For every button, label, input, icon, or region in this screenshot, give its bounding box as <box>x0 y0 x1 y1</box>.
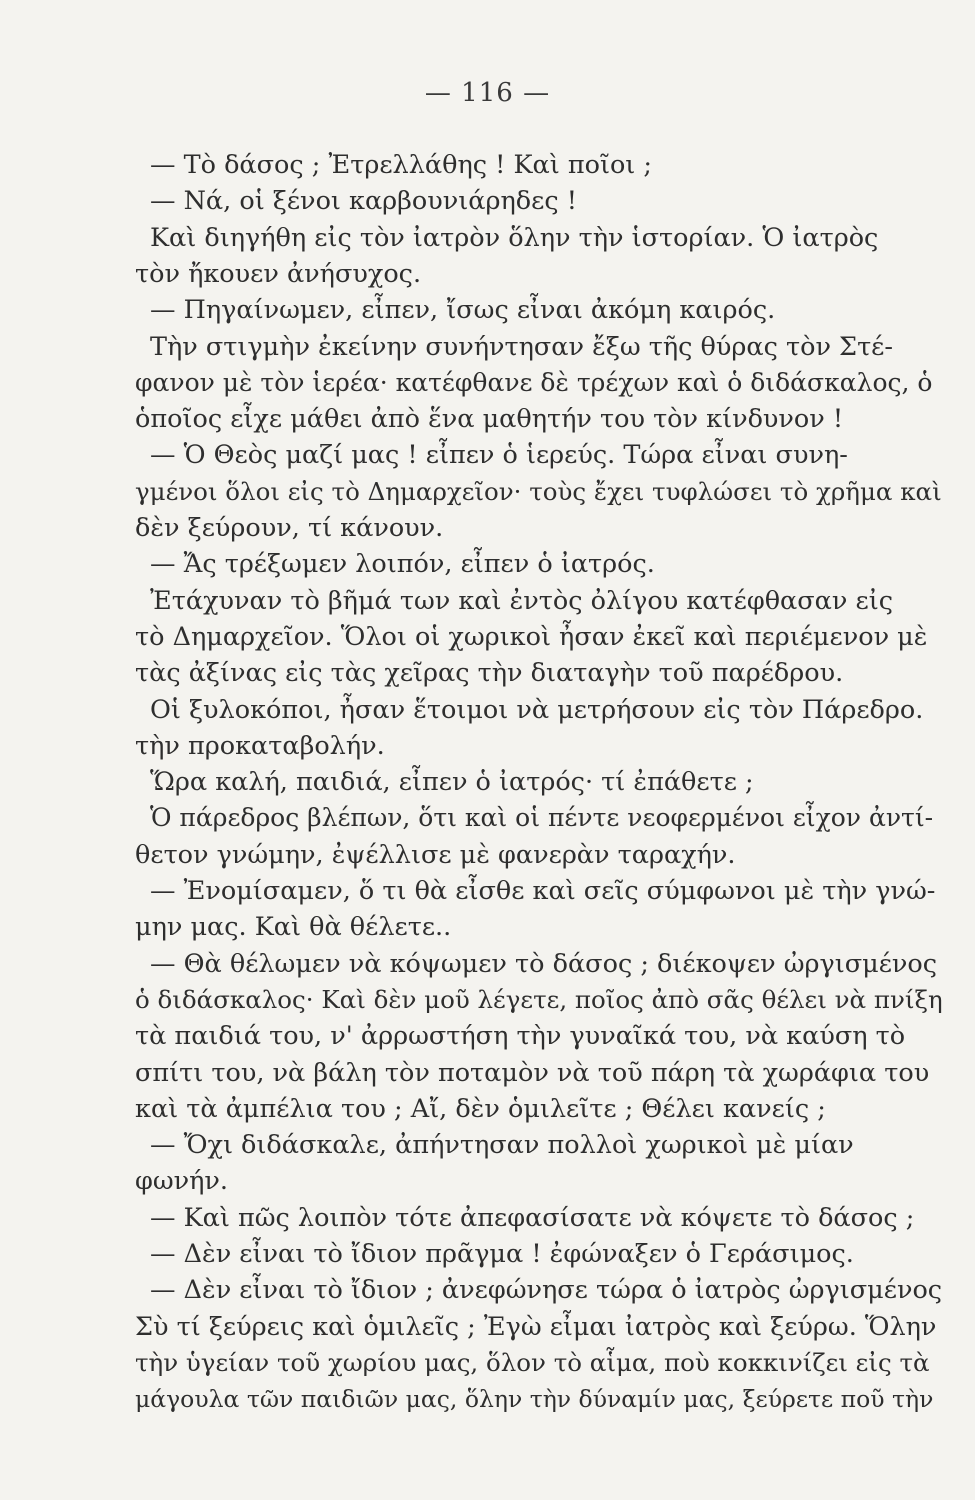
text-line: Ὁ πάρεδρος βλέπων, ὅτι καὶ οἱ πέντε νεοφερμένοι εἶχον ἀντί- <box>150 803 934 833</box>
text-line: τὸ Δημαρχεῖον. Ὅλοι οἱ χωρικοὶ ἦσαν ἐκεῖ καὶ περιέμενον μὲ <box>135 621 928 652</box>
text-line: — Θὰ θέλωμεν νὰ κόψωμεν τὸ δάσος ; διέκοψεν ὠργισμένος <box>150 948 938 979</box>
text-line: τὴν προκαταβολήν. <box>135 730 385 761</box>
text-line: σπίτι του, νὰ βάλη τὸν ποταμὸν νὰ τοῦ πάρη τὰ χωράφια του <box>135 1057 930 1088</box>
text-line: — Νά, οἱ ξένοι καρβουνιάρηδες ! <box>150 186 577 217</box>
text-line: φωνήν. <box>135 1166 229 1197</box>
text-line: Ἐτάχυναν τὸ βῆμά των καὶ ἐντὸς ὀλίγου κατέφθασαν εἰς <box>150 585 893 616</box>
text-line: τὰς ἀξίνας εἰς τὰς χεῖρας τὴν διαταγὴν τοῦ παρέδρου. <box>135 658 844 689</box>
text-line: — Ἐνομίσαμεν, ὅ τι θὰ εἶσθε καὶ σεῖς σύμφωνοι μὲ τὴν γνώ- <box>150 876 936 906</box>
text-line: ὁποῖος εἶχε μάθει ἀπὸ ἕνα μαθητήν του τὸν κίνδυνον ! <box>135 404 844 435</box>
page-number: — 116 — <box>424 78 551 108</box>
text-line: — Δὲν εἶναι τὸ ἴδιον πρᾶγμα ! ἐφώναξεν ὁ Γεράσιμος. <box>150 1239 854 1269</box>
text-line: τὴν ὑγείαν τοῦ χωρίου μας, ὅλον τὸ αἷμα, ποὺ κοκκινίζει εἰς τὰ <box>135 1347 930 1377</box>
text-line: — Πηγαίνωμεν, εἶπεν, ἴσως εἶναι ἀκόμη καιρός. <box>150 295 776 326</box>
text-line: — Τὸ δάσος ; Ἐτρελλάθης ! Καὶ ποῖοι ; <box>150 150 652 180</box>
text-line: — Δὲν εἶναι τὸ ἴδιον ; ἀνεφώνησε τώρα ὁ ἰατρὸς ὠργισμένος <box>150 1275 943 1306</box>
text-line: Οἱ ξυλοκόποι, ἦσαν ἕτοιμοι νὰ μετρήσουν εἰς τὸν Πάρεδρο. <box>150 694 924 725</box>
text-line: — Ὄχι διδάσκαλε, ἀπήντησαν πολλοὶ χωρικοὶ μὲ μίαν <box>150 1130 854 1161</box>
text-line: μην μας. Καὶ θὰ θέλετε.. <box>135 912 452 943</box>
text-line: — Ἄς τρέξωμεν λοιπόν, εἶπεν ὁ ἰατρός. <box>150 549 655 580</box>
text-line: τὸν ἤκουεν ἀνήσυχος. <box>135 258 422 289</box>
text-line: — Καὶ πῶς λοιπὸν τότε ἀπεφασίσατε νὰ κόψετε τὸ δάσος ; <box>150 1202 915 1233</box>
text-line: φανον μὲ τὸν ἱερέα· κατέφθανε δὲ τρέχων καὶ ὁ διδάσκαλος, ὁ <box>135 367 933 397</box>
text-line: Τὴν στιγμὴν ἐκείνην συνήντησαν ἔξω τῆς θύρας τὸν Στέ- <box>150 331 894 362</box>
text-line: θετον γνώμην, ἐψέλλισε μὲ φανερὰν ταραχήν. <box>135 839 736 870</box>
text-line: — Ὁ Θεὸς μαζί μας ! εἶπεν ὁ ἱερεύς. Τώρα εἶναι συνη- <box>150 440 848 471</box>
text-line: Σὺ τί ξεύρεις καὶ ὁμιλεῖς ; Ἐγὼ εἶμαι ἰατρὸς καὶ ξεύρω. Ὅλην <box>135 1311 937 1342</box>
text-line: μάγουλα τῶν παιδιῶν μας, ὅλην τὴν δύναμίν μας, ξεύρετε ποῦ τὴν <box>135 1385 934 1414</box>
text-line: ὁ διδάσκαλος· Καὶ δὲν μοῦ λέγετε, ποῖος ἀπὸ σᾶς θέλει νὰ πνίξη <box>135 984 943 1014</box>
text-line: καὶ τὰ ἀμπέλια του ; Αἴ, δὲν ὁμιλεῖτε ; Θέλει κανείς ; <box>135 1093 826 1124</box>
text-line: Καὶ διηγήθη εἰς τὸν ἰατρὸν ὅλην τὴν ἱστορίαν. Ὁ ἰατρὸς <box>150 222 879 253</box>
text-line: γμένοι ὅλοι εἰς τὸ Δημαρχεῖον· τοὺς ἔχει τυφλώσει τὸ χρῆμα καὶ <box>135 476 942 506</box>
text-line: τὰ παιδιά του, ν' ἀρρωστήση τὴν γυναῖκά του, νὰ καύση τὸ <box>135 1021 906 1052</box>
text-line: δὲν ξεύρουν, τί κάνουν. <box>135 513 444 543</box>
text-line: Ὥρα καλή, παιδιά, εἶπεν ὁ ἰατρός· τί ἐπάθετε ; <box>150 767 754 798</box>
